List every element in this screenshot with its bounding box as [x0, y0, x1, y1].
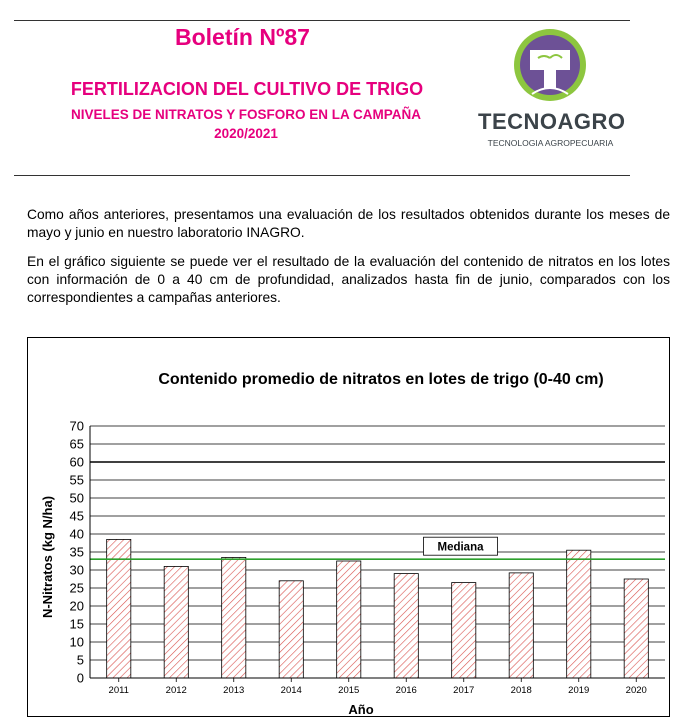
x-tick-label: 2020	[625, 685, 647, 696]
bar-2020	[624, 579, 648, 678]
x-tick-label: 2011	[108, 685, 129, 696]
x-tick-label: 2014	[280, 685, 302, 696]
subtitle-line-1: NIVELES DE NITRATOS Y FOSFORO EN LA CAMPAÑA	[70, 107, 422, 122]
y-tick-label: 60	[69, 454, 84, 470]
bulletin-number: Boletín Nº87	[175, 24, 310, 50]
method-paragraph: En el gráfico siguiente se puede ver el resultado de la evaluación del contenido de nitratos en los lotes con información de 0 a 40 cm de profundidad, analizados hasta fin de junio, comparados con los correspondientes a campañas anteriores.	[27, 254, 670, 305]
chart-title: Contenido promedio de nitratos en lotes de trigo (0-40 cm)	[158, 371, 604, 388]
y-tick-label: 70	[69, 418, 84, 434]
document-subtitle	[30, 105, 462, 143]
tecnoagro-logo	[478, 22, 626, 152]
y-tick-label: 10	[69, 634, 84, 650]
y-tick-label: 30	[69, 562, 84, 578]
intro-paragraph: Como años anteriores, presentamos una evaluación de los resultados obtenidos durante los meses de mayo y junio en nuestro laboratorio INAGRO.	[27, 207, 670, 240]
y-tick-label: 25	[69, 580, 84, 596]
bar-2017	[452, 583, 476, 678]
y-tick-label: 20	[69, 598, 84, 614]
x-tick-label: 2016	[395, 685, 417, 696]
y-tick-label: 0	[76, 670, 84, 686]
bar-2019	[567, 550, 591, 678]
x-axis-label: Año	[348, 702, 374, 717]
logo-wordmark: TECNOAGRO	[478, 109, 626, 134]
x-tick-label: 2013	[223, 685, 245, 696]
x-tick-label: 2018	[510, 685, 532, 696]
y-tick-label: 35	[69, 544, 84, 560]
document-title: FERTILIZACION DEL CULTIVO DE TRIGO	[70, 79, 424, 99]
bar-2012	[164, 566, 188, 678]
y-tick-label: 40	[69, 526, 84, 542]
header-bottom-rule	[14, 175, 630, 176]
bar-2018	[509, 573, 533, 678]
x-tick-label: 2017	[453, 685, 475, 696]
bar-2013	[222, 557, 246, 678]
logo-tagline: TECNOLOGIA AGROPECUARIA	[487, 138, 614, 148]
y-tick-label: 55	[69, 472, 84, 488]
tree-emblem-icon	[478, 22, 623, 108]
bar-2011	[107, 539, 131, 678]
y-axis-label: N-Nitratos (kg N/ha)	[40, 495, 55, 619]
y-tick-label: 5	[76, 652, 84, 668]
y-tick-label: 15	[69, 616, 84, 632]
header-top-rule	[14, 20, 630, 21]
chart-canvas	[28, 338, 670, 717]
bar-2016	[394, 574, 418, 678]
bar-2015	[337, 561, 361, 678]
subtitle-line-2: 2020/2021	[214, 126, 278, 141]
bar-2014	[279, 581, 303, 678]
y-tick-label: 65	[69, 436, 84, 452]
y-tick-label: 45	[69, 508, 84, 524]
median-label: Mediana	[437, 541, 484, 554]
x-tick-label: 2015	[338, 685, 360, 696]
nitrate-chart	[27, 337, 670, 717]
x-tick-label: 2012	[165, 685, 187, 696]
x-tick-label: 2019	[568, 685, 590, 696]
y-tick-label: 50	[69, 490, 84, 506]
